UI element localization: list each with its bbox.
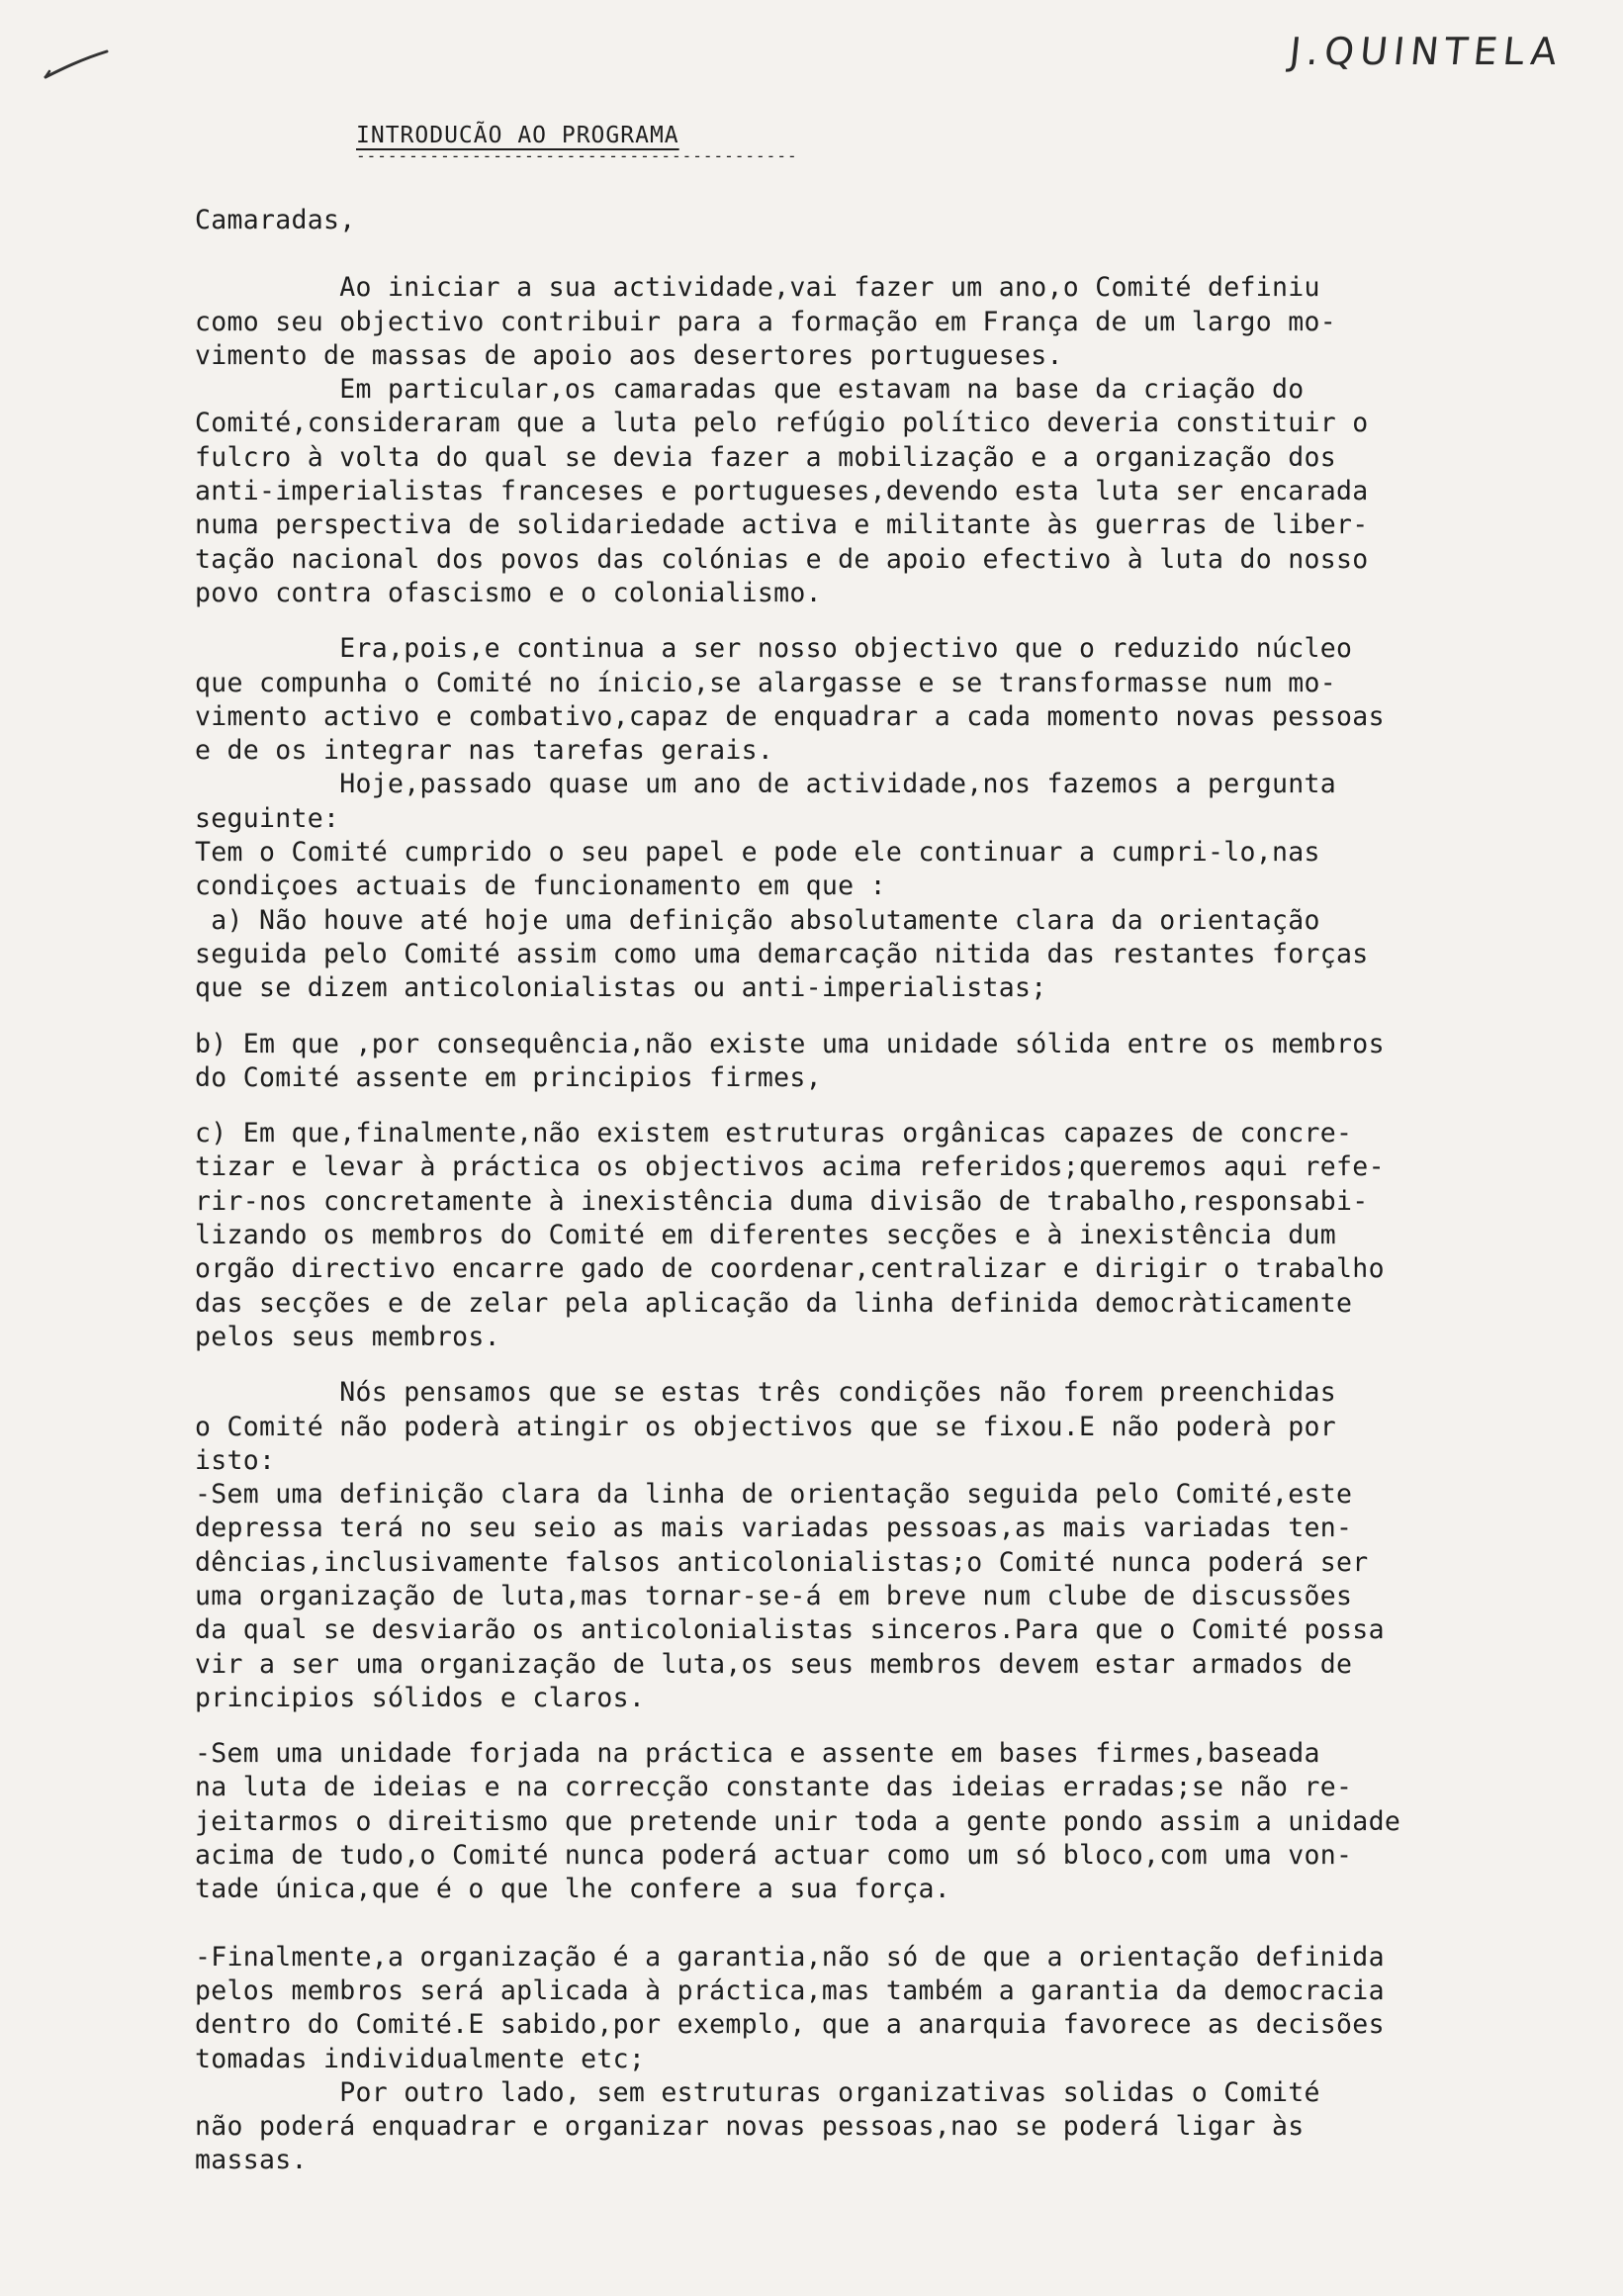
text-line: Tem o Comité cumprido o seu papel e pode ele continuar a cumpri-lo,nas	[195, 837, 1320, 869]
text-line: anti-imperialistas franceses e portugueses,devendo esta luta ser encarada	[195, 476, 1369, 507]
text-line: Era,pois,e continua a ser nosso objectivo que o reduzido núcleo	[195, 633, 1353, 665]
text-line: pelos seus membros.	[195, 1321, 500, 1352]
text-line: lizando os membros do Comité em diferentes secções e à inexistência dum	[195, 1220, 1337, 1251]
text-line: tação nacional dos povos das colónias e de apoio efectivo à luta do nosso	[195, 543, 1369, 575]
title-underline-rule: ------------------------------------------	[356, 146, 798, 165]
text-line: tomadas individualmente etc;	[195, 2043, 646, 2074]
text-line: dentro do Comité.E sabido,por exemplo, que a anarquia favorece as decisões	[195, 2009, 1385, 2041]
text-line: das secções e de zelar pela aplicação da linha definida democràticamente	[195, 1287, 1353, 1319]
text-line: na luta de ideias e na correcção constante das ideias erradas;se não re-	[195, 1772, 1353, 1803]
paragraph-2	[195, 632, 1510, 1005]
text-line: da qual se desviarão os anticolonialistas sinceros.Para que o Comité possa	[195, 1614, 1385, 1646]
text-line: uma organização de luta,mas tornar-se-á em breve num clube de discussões	[195, 1580, 1353, 1611]
text-line: orgão directivo encarre gado de coordenar,centralizar e dirigir o trabalho	[195, 1253, 1385, 1285]
paragraph-3	[195, 1028, 1510, 1096]
text-line: condiçoes actuais de funcionamento em que :	[195, 871, 886, 902]
text-line: vimento de massas de apoio aos desertores portugueses.	[195, 339, 1063, 371]
text-line: Ao iniciar a sua actividade,vai fazer um ano,o Comité definiu	[195, 272, 1320, 304]
text-line: depressa terá no seu seio as mais variadas pessoas,as mais variadas ten-	[195, 1513, 1353, 1544]
text-line: acima de tudo,o Comité nunca poderá actuar como um só bloco,com uma von-	[195, 1840, 1353, 1872]
paragraph-7	[195, 1941, 1510, 2178]
text-line: -Sem uma unidade forjada na práctica e assente em bases firmes,baseada	[195, 1738, 1320, 1770]
text-line: como seu objectivo contribuir para a formação em França de um largo mo-	[195, 306, 1337, 337]
text-line: isto:	[195, 1444, 276, 1476]
text-line: e de os integrar nas tarefas gerais.	[195, 735, 774, 767]
text-line: dências,inclusivamente falsos anticolonialistas;o Comité nunca poderá ser	[195, 1546, 1369, 1578]
text-line: -Finalmente,a organização é a garantia,não só de que a orientação definida	[195, 1941, 1385, 1973]
letter-body	[195, 204, 1510, 2178]
text-line: tade única,que é o que lhe confere a sua força.	[195, 1874, 950, 1905]
text-line: não poderá enquadrar e organizar novas pessoas,nao se poderá ligar às	[195, 2111, 1305, 2143]
author-signature: J.QUINTELA	[1287, 30, 1566, 73]
text-line: seguida pelo Comité assim como uma demarcação nitida das restantes forças	[195, 938, 1369, 969]
text-line: seguinte:	[195, 802, 340, 834]
text-line: Em particular,os camaradas que estavam na base da criação do	[195, 374, 1305, 406]
text-line: que se dizem anticolonialistas ou anti-imperialistas;	[195, 972, 1047, 1004]
text-line: jeitarmos o direitismo que pretende unir toda a gente pondo assim a unidade	[195, 1805, 1401, 1837]
text-line: que compunha o Comité no ínicio,se alargasse e se transformasse num mo-	[195, 667, 1337, 698]
pen-stroke-mark	[42, 44, 111, 83]
text-line: Nós pensamos que se estas três condições não forem preenchidas	[195, 1377, 1337, 1409]
text-line: vimento activo e combativo,capaz de enquadrar a cada momento novas pessoas	[195, 700, 1385, 732]
text-line: b) Em que ,por consequência,não existe uma unidade sólida entre os membros	[195, 1028, 1385, 1059]
text-line: do Comité assente em principios firmes,	[195, 1061, 822, 1093]
text-line: a) Não houve até hoje uma definição absolutamente clara da orientação	[195, 904, 1320, 936]
document-title: INTRODUCÃO AO PROGRAMA	[356, 123, 679, 148]
text-line: Por outro lado, sem estruturas organizativas solidas o Comité	[195, 2076, 1320, 2108]
text-line: massas.	[195, 2145, 308, 2176]
text-line: povo contra ofascismo e o colonialismo.	[195, 577, 822, 608]
paragraph-5	[195, 1376, 1510, 1715]
text-line: c) Em que,finalmente,não existem estruturas orgânicas capazes de concre-	[195, 1118, 1353, 1149]
text-line: pelos membros será aplicada à práctica,mas também a garantia da democracia	[195, 1975, 1385, 2006]
text-line: Hoje,passado quase um ano de actividade,nos fazemos a pergunta	[195, 769, 1337, 800]
text-line: numa perspectiva de solidariedade activa e militante às guerras de liber-	[195, 509, 1369, 541]
text-line: tizar e levar à práctica os objectivos acima referidos;queremos aqui refe-	[195, 1151, 1385, 1183]
text-line: -Sem uma definição clara da linha de orientação seguida pelo Comité,este	[195, 1479, 1353, 1511]
text-line: fulcro à volta do qual se devia fazer a mobilização e a organização dos	[195, 441, 1337, 473]
text-line: rir-nos concretamente à inexistência duma divisão de trabalho,responsabi-	[195, 1185, 1369, 1217]
paragraph-6	[195, 1737, 1510, 1906]
paragraph-4	[195, 1117, 1510, 1354]
paragraph-1	[195, 271, 1510, 610]
text-line: Comité,consideraram que a luta pelo refúgio político deveria constituir o	[195, 408, 1369, 439]
greeting: Camaradas,	[195, 205, 356, 235]
text-line: vir a ser uma organização de luta,os seus membros devem estar armados de	[195, 1648, 1353, 1680]
text-line: o Comité não poderà atingir os objectivos que se fixou.E não poderà por	[195, 1411, 1337, 1442]
text-line: principios sólidos e claros.	[195, 1682, 646, 1713]
